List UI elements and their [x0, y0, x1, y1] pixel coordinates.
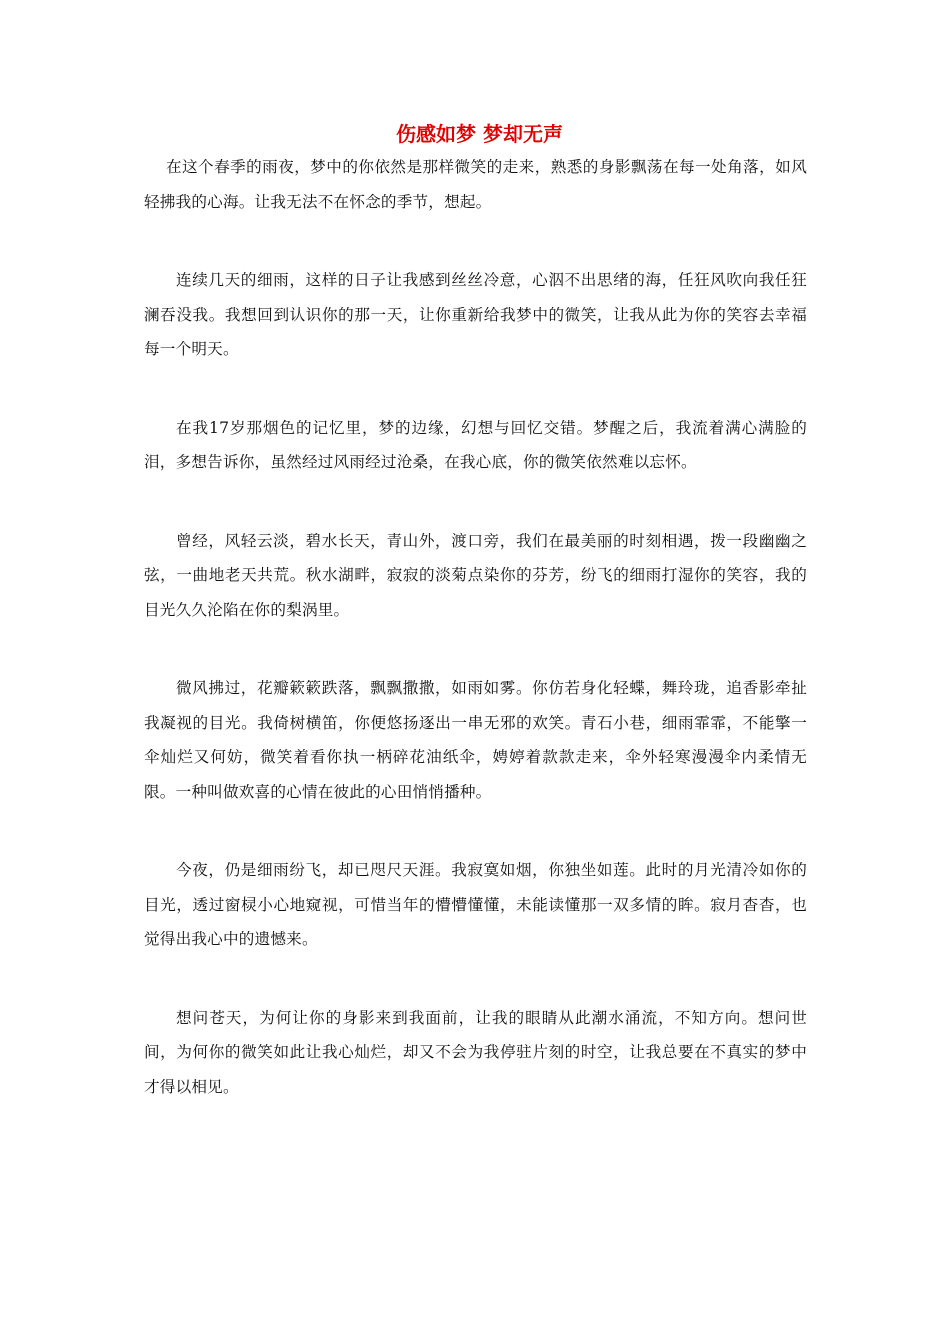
paragraph-2: 连续几天的细雨，这样的日子让我感到丝丝冷意，心泅不出思绪的海，任狂风吹向我任狂澜吞没我。我想回到认识你的那一天，让你重新给我梦中的微笑，让我从此为你的笑容去幸福每一个明天。	[144, 271, 807, 358]
paragraph-6: 今夜，仍是细雨纷飞，却已咫尺天涯。我寂寞如烟，你独坐如莲。此时的月光清冷如你的目光，透过窗棂小心地窥视，可惜当年的懵懵懂懂，未能读懂那一双多情的眸。寂月杳杳，也觉得出我心中的遗憾来。	[144, 861, 807, 948]
paragraph-gap	[144, 219, 807, 263]
paragraph-4: 曾经，风轻云淡，碧水长天，青山外，渡口旁，我们在最美丽的时刻相遇，拨一段幽幽之弦，一曲地老天共荒。秋水湖畔，寂寂的淡菊点染你的芬芳，纷飞的细雨打湿你的笑容，我的目光久久沦陷在你的梨涡里。	[144, 531, 807, 619]
paragraph-5: 微风拂过，花瓣簌簌跌落，飘飘撒撒，如雨如雾。你仿若身化轻蝶，舞玲珑，追香影牵扯我凝视的目光。我倚树横笛，你便悠扬逐出一串无邪的欢笑。青石小巷，细雨霏霏，不能擎一伞灿烂又何妨，微笑着看你执一柄碎花油纸伞，娉婷着款款走来，伞外轻寒漫漫伞内柔情无限。一种叫做欢喜的心情在彼此的心田悄悄播种。	[144, 679, 807, 801]
paragraph-3: 在我17岁那烟色的记忆里，梦的边缘，幻想与回忆交错。梦醒之后，我流着满心满脸的泪，多想告诉你，虽然经过风雨经过沧桑，在我心底，你的微笑依然难以忘怀。	[144, 418, 807, 471]
paragraph-gap	[144, 367, 807, 411]
document-page	[144, 118, 807, 1104]
paragraph-gap	[144, 480, 807, 524]
paragraph-gap	[144, 957, 807, 1001]
paragraph-1: 在这个春季的雨夜，梦中的你依然是那样微笑的走来，熟悉的身影飘荡在每一处角落，如风轻拂我的心海。让我无法不在怀念的季节，想起。	[144, 158, 807, 211]
paragraph-7: 想问苍天，为何让你的身影来到我面前，让我的眼睛从此潮水涌流，不知方向。想问世间，为何你的微笑如此让我心灿烂，却又不会为我停驻片刻的时空，让我总要在不真实的梦中才得以相见。	[144, 1008, 807, 1096]
paragraph-gap	[144, 627, 807, 671]
paragraph-gap	[144, 809, 807, 853]
document-title: 伤感如梦 梦却无声	[396, 122, 563, 146]
